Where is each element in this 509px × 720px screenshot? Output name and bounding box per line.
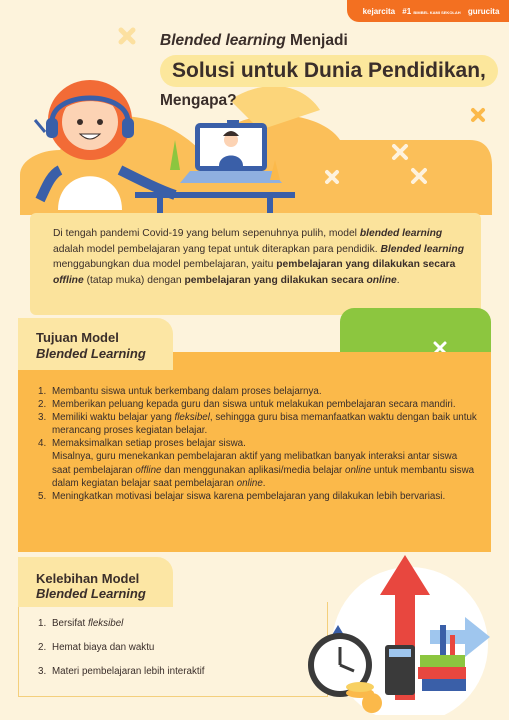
title-line-1: Blended learning Menjadi — [160, 32, 348, 49]
sparkle-icon — [121, 30, 133, 42]
list-item: 3. Memiliki waktu belajar yang fleksibel, sehingga guru bisa memanfaatkan waktu dengan baik untuk merancang proses kegiatan belajar. — [38, 412, 477, 437]
goals-heading: Tujuan Model Blended Learning — [18, 318, 173, 370]
rank-badge: #1 BIMBEL KAMI SEKOLAH — [402, 6, 461, 16]
list-item: 4. Memaksimalkan setiap proses belajar siswa. Misalnya, guru menekankan pembelajaran aktif yang melibatkan banyak interaksi antar siswa saat pembelajaran offline dan menggunakan aplikasi/media belajar online untuk membantu siswa dalam kegiatan belajar saat pembelajaran online. — [38, 438, 475, 489]
title-line-3: Mengapa? — [160, 92, 237, 109]
title-block — [160, 32, 500, 110]
list-item: 2. Memberikan peluang kepada guru dan siswa untuk melakukan pembelajaran secara mandiri. — [38, 399, 456, 411]
benefits-heading: Kelebihan Model Blended Learning — [18, 557, 173, 607]
list-item: 2. Hemat biaya dan waktu — [38, 642, 155, 653]
list-item: 5. Meningkatkan motivasi belajar siswa karena pembelajaran yang dilakukan lebih bervariasi. — [38, 490, 446, 502]
sparkle-icon — [473, 110, 483, 120]
list-item: 1. Bersifat fleksibel — [38, 618, 124, 629]
growth-tools-illustration — [300, 545, 500, 715]
title-line-2: Solusi untuk Dunia Pendidikan, — [160, 55, 498, 87]
goals-list — [38, 385, 478, 503]
intro-paragraph: Di tengah pandemi Covid-19 yang belum sepenuhnya pulih, model blended learning adalah model pembelajaran yang tepat untuk diterapkan para pendidik. Blended learning menggabungkan dua model pembelajaran, yaitu pembelajaran yang dilakukan secara offline (tatap muka) dengan pembelajaran yang dilakukan secara online. — [30, 213, 481, 315]
gurucita-logo: gurucita — [467, 6, 500, 16]
benefits-list — [38, 618, 204, 690]
list-item: 3. Materi pembelajaran lebih interaktif — [38, 666, 205, 677]
laptop-video-call-illustration — [135, 120, 295, 215]
kejarcita-logo: kejarcita — [362, 6, 396, 16]
list-item: 1. Membantu siswa untuk berkembang dalam proses belajarnya. — [38, 386, 322, 397]
